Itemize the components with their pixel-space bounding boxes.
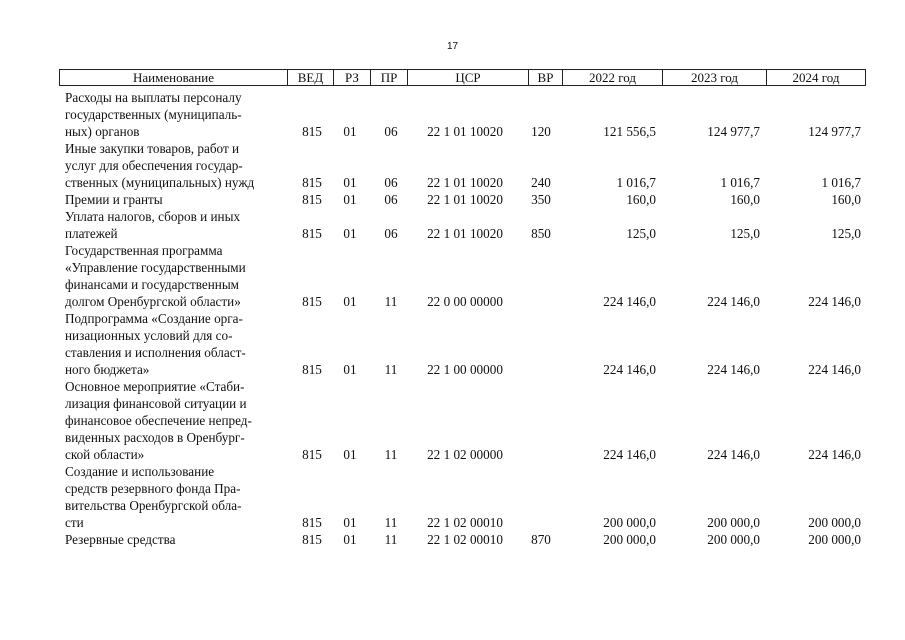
cell-y2023: 224 146,0 [707, 362, 760, 377]
page-number: 17 [446, 41, 459, 52]
cell-y2022: 1 016,7 [616, 175, 656, 190]
row-name-line: ного бюджета» [65, 362, 150, 377]
cell-rz: 01 [343, 294, 357, 309]
row-name-line: средств резервного фонда Пра- [65, 481, 241, 496]
row-name-line: Уплата налогов, сборов и иных [65, 209, 241, 224]
row-name [65, 463, 297, 531]
header-vr: ВР [537, 70, 554, 85]
cell-pr: 11 [384, 362, 398, 377]
row-name [65, 191, 297, 208]
table-body [0, 89, 905, 548]
header-2022: 2022 год [589, 70, 636, 85]
cell-pr: 06 [384, 192, 398, 207]
table-row [0, 89, 905, 140]
cell-rz: 01 [343, 226, 357, 241]
row-name-line: ных) органов [65, 124, 140, 139]
cell-ved: 815 [302, 124, 322, 139]
row-name-line: «Управление государственными [65, 260, 246, 275]
row-name-line: ставления и исполнения област- [65, 345, 246, 360]
cell-y2024: 160,0 [831, 192, 861, 207]
cell-y2024: 200 000,0 [808, 515, 861, 530]
cell-y2024: 224 146,0 [808, 362, 861, 377]
cell-y2024: 224 146,0 [808, 294, 861, 309]
cell-csr: 22 1 02 00010 [427, 532, 503, 547]
cell-vr: 120 [531, 124, 551, 139]
cell-pr: 11 [384, 447, 398, 462]
cell-pr: 11 [384, 515, 398, 530]
cell-y2023: 224 146,0 [707, 294, 760, 309]
row-name [65, 140, 297, 191]
cell-rz: 01 [343, 515, 357, 530]
row-name-line: государственных (муниципаль- [65, 107, 242, 122]
cell-rz: 01 [343, 362, 357, 377]
row-name-line: Резервные средства [65, 532, 176, 547]
cell-rz: 01 [343, 175, 357, 190]
table-header [59, 69, 866, 86]
cell-csr: 22 1 01 10020 [427, 192, 503, 207]
cell-y2024: 200 000,0 [808, 532, 861, 547]
cell-csr: 22 0 00 00000 [427, 294, 503, 309]
header-2024: 2024 год [792, 70, 840, 85]
cell-ved: 815 [302, 226, 322, 241]
cell-csr: 22 1 01 10020 [427, 226, 503, 241]
header-rz: РЗ [345, 70, 359, 85]
cell-csr: 22 1 02 00000 [427, 447, 503, 462]
row-name-line: Премии и гранты [65, 192, 163, 207]
cell-csr: 22 1 00 00000 [427, 362, 503, 377]
cell-y2022: 200 000,0 [603, 515, 656, 530]
row-name [65, 378, 297, 463]
row-name-line: платежей [65, 226, 118, 241]
cell-y2022: 200 000,0 [603, 532, 656, 547]
table-row [0, 378, 905, 463]
cell-y2022: 125,0 [626, 226, 656, 241]
row-name-line: ственных (муниципальных) нужд [65, 175, 255, 190]
header-ved: ВЕД [297, 70, 324, 85]
table-row [0, 310, 905, 378]
cell-csr: 22 1 01 10020 [427, 124, 503, 139]
row-name-line: услуг для обеспечения государ- [65, 158, 243, 173]
cell-rz: 01 [343, 192, 357, 207]
row-name [65, 310, 297, 378]
row-name-line: Основное мероприятие «Стаби- [65, 379, 245, 394]
cell-ved: 815 [302, 175, 322, 190]
cell-pr: 11 [384, 294, 398, 309]
table-row [0, 191, 905, 208]
header-pr: ПР [380, 70, 398, 85]
row-name-line: сти [65, 515, 84, 530]
cell-y2022: 224 146,0 [603, 294, 656, 309]
row-name-line: Иные закупки товаров, работ и [65, 141, 240, 156]
cell-pr: 06 [384, 226, 398, 241]
row-name-line: Создание и использование [65, 464, 215, 479]
row-name-line: виденных расходов в Оренбург- [65, 430, 245, 445]
cell-y2024: 1 016,7 [821, 175, 861, 190]
table-row [0, 208, 905, 242]
row-name-line: финансами и государственным [65, 277, 240, 292]
cell-rz: 01 [343, 447, 357, 462]
cell-ved: 815 [302, 532, 322, 547]
table-row [0, 463, 905, 531]
cell-pr: 06 [384, 175, 398, 190]
row-name-line: низационных условий для со- [65, 328, 233, 343]
table-row [0, 140, 905, 191]
cell-y2024: 125,0 [831, 226, 861, 241]
cell-y2023: 1 016,7 [720, 175, 760, 190]
cell-y2022: 160,0 [626, 192, 656, 207]
table-row [0, 531, 905, 548]
cell-y2023: 124 977,7 [707, 124, 760, 139]
row-name [65, 242, 297, 310]
cell-vr: 870 [531, 532, 551, 547]
cell-rz: 01 [343, 532, 357, 547]
cell-y2022: 121 556,5 [603, 124, 656, 139]
cell-ved: 815 [302, 362, 322, 377]
row-name-line: лизация финансовой ситуации и [65, 396, 247, 411]
cell-ved: 815 [302, 192, 322, 207]
cell-csr: 22 1 01 10020 [427, 175, 503, 190]
cell-ved: 815 [302, 294, 322, 309]
cell-y2023: 160,0 [730, 192, 760, 207]
cell-pr: 06 [384, 124, 398, 139]
row-name [65, 531, 297, 548]
header-csr: ЦСР [455, 70, 481, 85]
row-name-line: Подпрограмма «Создание орга- [65, 311, 243, 326]
cell-y2023: 200 000,0 [707, 515, 760, 530]
row-name-line: вительства Оренбургской обла- [65, 498, 242, 513]
cell-pr: 11 [384, 532, 398, 547]
cell-csr: 22 1 02 00010 [427, 515, 503, 530]
cell-y2023: 224 146,0 [707, 447, 760, 462]
row-name [65, 208, 297, 242]
cell-ved: 815 [302, 447, 322, 462]
cell-y2023: 125,0 [730, 226, 760, 241]
cell-vr: 850 [531, 226, 551, 241]
row-name [65, 89, 297, 140]
cell-y2024: 124 977,7 [808, 124, 861, 139]
header-name: Наименование [133, 70, 214, 85]
cell-y2022: 224 146,0 [603, 362, 656, 377]
row-name-line: долгом Оренбургской области» [65, 294, 241, 309]
row-name-line: Расходы на выплаты персоналу [65, 90, 242, 105]
row-name-line: финансовое обеспечение непред- [65, 413, 252, 428]
cell-vr: 240 [531, 175, 551, 190]
cell-y2022: 224 146,0 [603, 447, 656, 462]
cell-ved: 815 [302, 515, 322, 530]
cell-rz: 01 [343, 124, 357, 139]
header-2023: 2023 год [691, 70, 738, 85]
cell-y2024: 224 146,0 [808, 447, 861, 462]
table-row [0, 242, 905, 310]
cell-y2023: 200 000,0 [707, 532, 760, 547]
row-name-line: ской области» [65, 447, 145, 462]
cell-vr: 350 [531, 192, 551, 207]
row-name-line: Государственная программа [65, 243, 223, 258]
